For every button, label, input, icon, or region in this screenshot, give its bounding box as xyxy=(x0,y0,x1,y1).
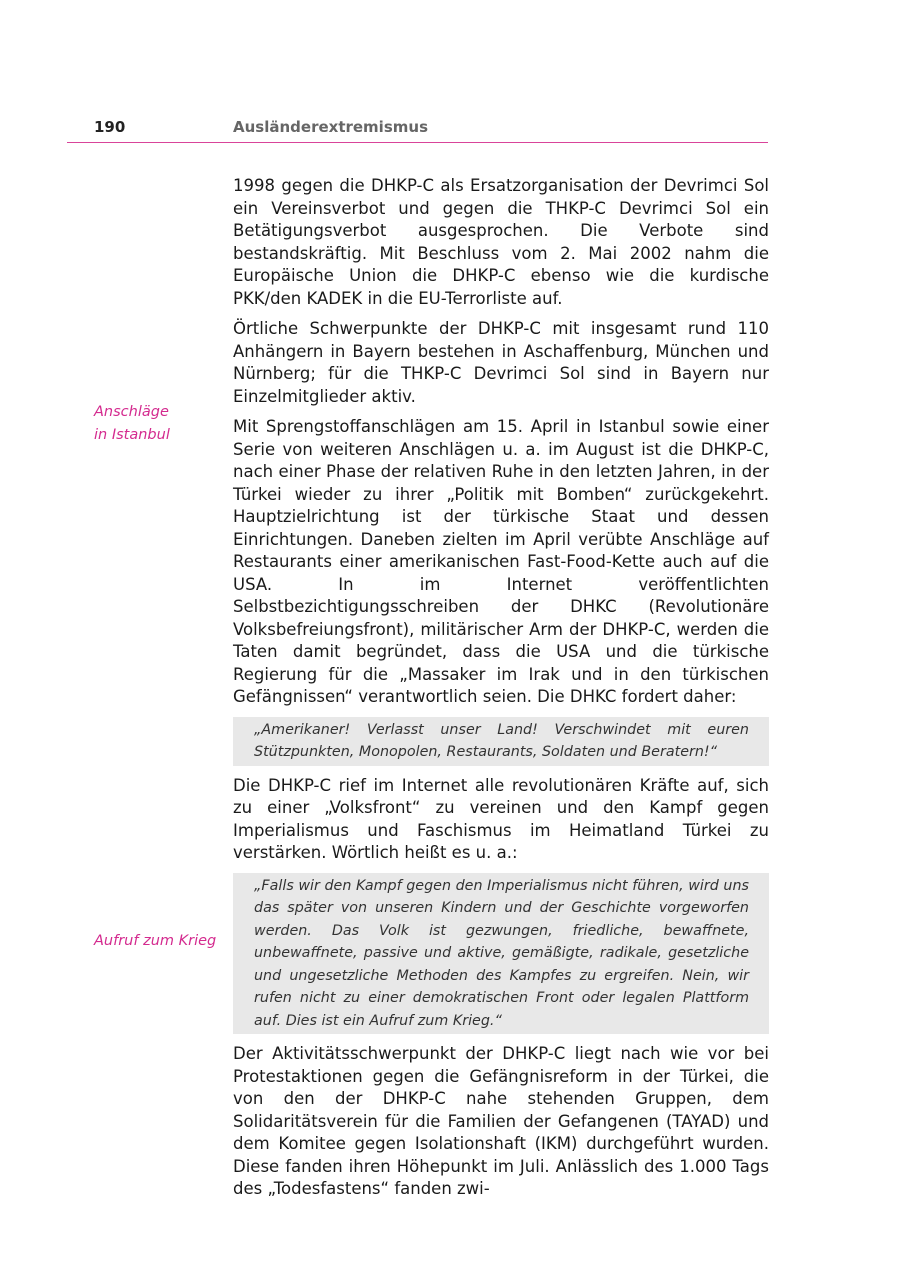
running-title: Ausländerextremismus xyxy=(233,118,428,136)
margin-note-line: in Istanbul xyxy=(94,426,170,443)
margin-note-line: Aufruf zum Krieg xyxy=(94,933,217,949)
margin-note-anschlaege xyxy=(94,401,170,446)
paragraph: 1998 gegen die DHKP-C als Ersatzorganisation der Devrimci Sol ein Vereinsverbot und gegen die THKP-C Devrimci Sol ein Betätigungsverbot ausgesprochen. Die Verbote sind bestandskräftig. Mit Beschluss vom 2. Mai 2002 nahm die Europäische Union die DHKP-C ebenso wie die kurdische PKK/den KADEK in die EU-Terrorliste auf. xyxy=(233,176,769,308)
paragraph: Der Aktivitätsschwerpunkt der DHKP-C liegt nach wie vor bei Protestaktionen gegen die Gefängnisreform in der Türkei, die von den der DHKP-C nahe stehenden Gruppen, dem Solidaritätsverein für die Familien der Gefangenen (TAYAD) und dem Komitee gegen Isolationshaft (IKM) durchgeführt wurden. Diese fanden ihren Höhepunkt im Juli. Anlässlich des 1.000 Tags des „Todesfastens“ fanden zwi- xyxy=(233,1044,769,1198)
quote-box: „Falls wir den Kampf gegen den Imperialismus nicht führen, wird uns das später von unseren Kindern und der Geschichte vorgeworfen werden. Das Volk ist gezwungen, friedliche, bewaffnete, unbewaffnete, passive und aktive, gemäßigte, radikale, gesetzliche und ungesetzliche Methoden des Kampfes zu ergreifen. Nein, wir rufen nicht zu einer demokratischen Front oder legalen Plattform auf. Dies ist ein Aufruf zum Krieg.“ xyxy=(233,873,769,1035)
paragraph: Örtliche Schwerpunkte der DHKP-C mit insgesamt rund 110 Anhängern in Bayern bestehen in Aschaffenburg, München und Nürnberg; für die THKP-C Devrimci Sol sind in Bayern nur Einzelmitglieder aktiv. xyxy=(233,319,769,406)
body-text-column xyxy=(233,175,769,1209)
page-number: 190 xyxy=(94,118,126,136)
margin-note-aufruf xyxy=(94,930,216,953)
paragraph: Mit Sprengstoffanschlägen am 15. April in Istanbul sowie einer Serie von weiteren Anschlägen u. a. im August ist die DHKP-C, nach einer Phase der relativen Ruhe in den letzten Jahren, in der Türkei wieder zu ihrer „Politik mit Bomben“ zurückgekehrt. Hauptzielrichtung ist der türkische Staat und dessen Einrichtungen. Daneben zielten im April verübte Anschläge auf Restaurants einer amerikanischen Fast-Food-Kette auch auf die USA. In im Internet veröffentlichten Selbstbezichtigungsschreiben der DHKC (Revolutionäre Volksbefreiungsfront), militärischer Arm der DHKP-C, werden die Taten damit begründet, dass die USA und die türkische Regierung für die „Massaker im Irak und in den türkischen Gefängnissen“ verantwortlich seien. Die DHKC fordert daher: xyxy=(233,417,769,706)
paragraph: Die DHKP-C rief im Internet alle revolutionären Kräfte auf, sich zu einer „Volksfront“ zu vereinen und den Kampf gegen Imperialismus und Faschismus im Heimatland Türkei zu verstärken. Wörtlich heißt es u. a.: xyxy=(233,775,769,862)
page-header xyxy=(67,116,768,143)
margin-note-line: Anschläge xyxy=(94,404,169,420)
quote-box: „Amerikaner! Verlasst unser Land! Verschwindet mit euren Stützpunkten, Monopolen, Restaurants, Soldaten und Beratern!“ xyxy=(233,717,769,766)
